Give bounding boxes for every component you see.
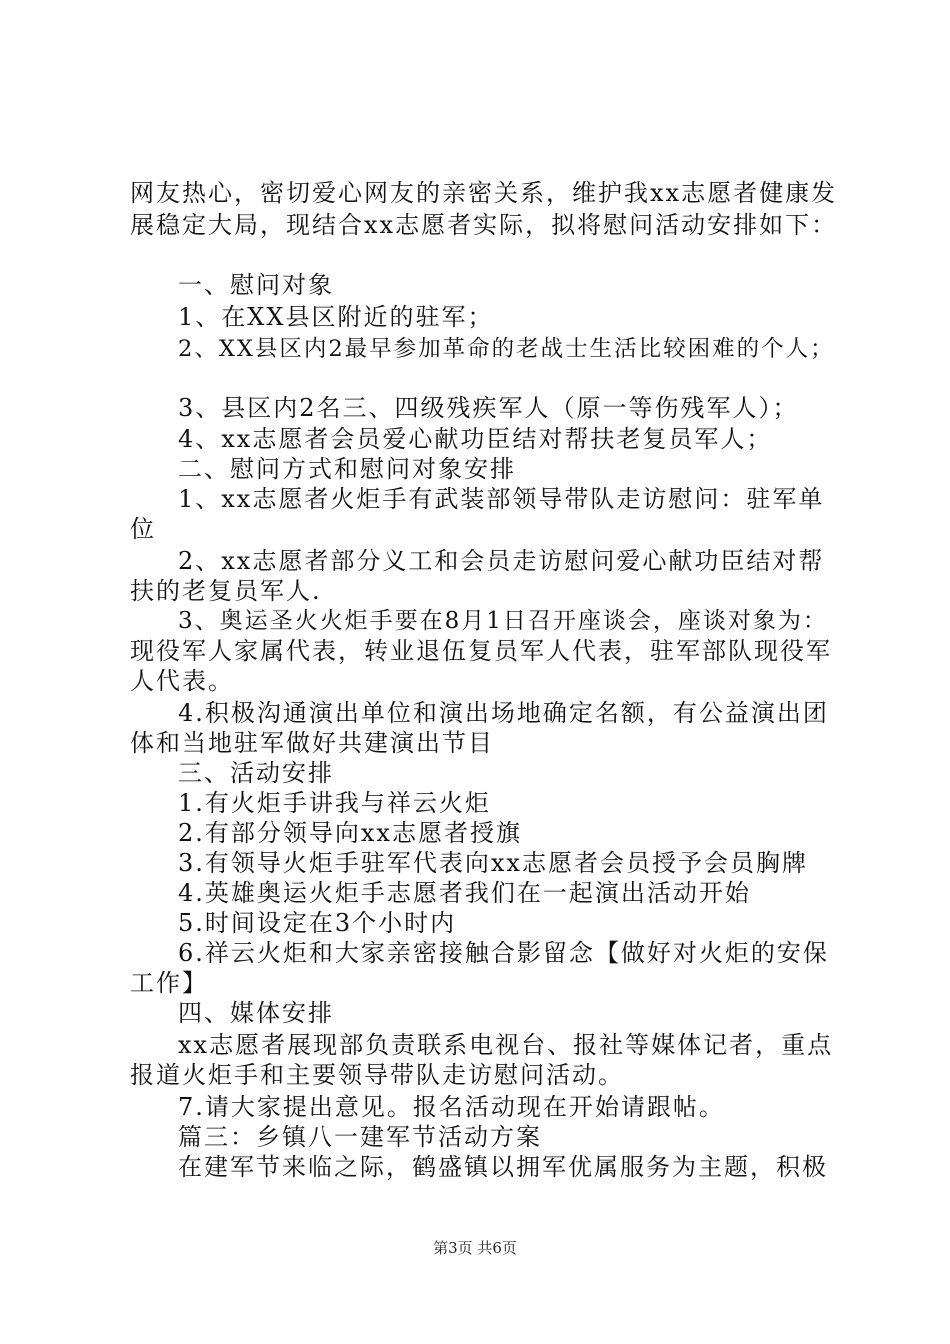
paragraph-line: 现役军人家属代表，转业退伍复员军人代表，驻军部队现役军 [130,637,832,665]
section-heading: 四、媒体安排 [178,999,334,1027]
paragraph-line: 在建军节来临之际，鹤盛镇以拥军优属服务为主题，积极 [178,1153,828,1181]
paragraph-line: 扶的老复员军人. [130,577,322,605]
section-heading: 篇三：乡镇八一建军节活动方案 [178,1123,542,1151]
list-item: 4.积极沟通演出单位和演出场地确定名额，有公益演出团 [178,699,829,727]
list-item: 1.有火炬手讲我与祥云火炬 [178,789,491,817]
section-heading: 一、慰问对象 [178,271,334,299]
list-item: 2、xx志愿者部分义工和会员走访慰问爱心献功臣结对帮 [178,547,825,575]
paragraph-line: 位 [130,515,156,543]
list-item: 2.有部分领导向xx志愿者授旗 [178,819,522,847]
paragraph-line: 人代表。 [130,667,234,695]
page-number: 第3页 共6页 [433,1239,517,1257]
paragraph-line: 网友热心，密切爱心网友的亲密关系，维护我xx志愿者健康发 [130,179,838,207]
list-item: 5.时间设定在3个小时内 [178,909,457,937]
list-item: 4.英雄奥运火炬手志愿者我们在一起演出活动开始 [178,879,751,907]
paragraph-line: xx志愿者展现部负责联系电视台、报社等媒体记者，重点 [178,1031,834,1059]
list-item: 6.祥云火炬和大家亲密接触合影留念【做好对火炬的安保 [178,939,829,967]
section-heading: 二、慰问方式和慰问对象安排 [178,455,516,483]
list-item: 4、xx志愿者会员爱心献功臣结对帮扶老复员军人； [178,425,773,453]
list-item: 3.有领导火炬手驻军代表向xx志愿者会员授予会员胸牌 [178,849,808,877]
list-item: 3、县区内2名三、四级残疾军人（原一等伤残军人）； [178,394,799,422]
paragraph-line: 体和当地驻军做好共建演出节目 [130,729,494,757]
list-item: 7.请大家提出意见。报名活动现在开始请跟帖。 [178,1093,725,1121]
list-item: 2、XX县区内2最早参加革命的老战士生活比较困难的个人； [178,336,835,362]
section-heading: 三、活动安排 [178,759,334,787]
list-item: 1、xx志愿者火炬手有武装部领导带队走访慰问：驻军单 [178,485,825,513]
page-footer [0,1238,950,1258]
paragraph-line: 展稳定大局，现结合xx志愿者实际，拟将慰问活动安排如下： [130,211,838,239]
list-item: 1、在XX县区附近的驻军； [178,303,494,331]
list-item: 3、奥运圣火火炬手要在8月1日召开座谈会，座谈对象为： [178,608,828,634]
paragraph-line: 报道火炬手和主要领导带队走访慰问活动。 [130,1061,624,1089]
paragraph-line: 工作】 [130,969,208,997]
